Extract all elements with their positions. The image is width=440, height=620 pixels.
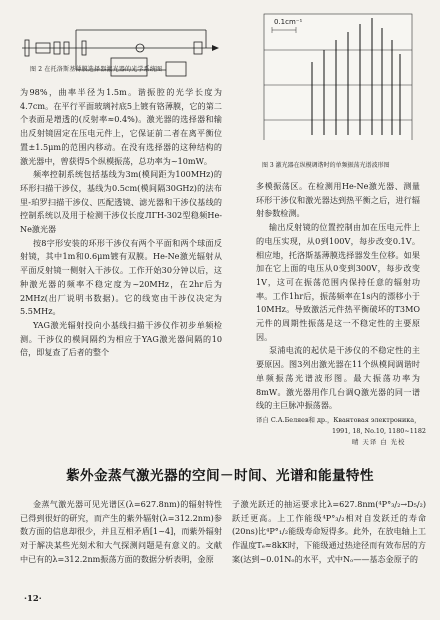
paragraph: 按8字形安装的环形干涉仪有两个平面和两个球面反射镜，其中1m和0.6μm镀有双膜。He-Ne激光辐射从平面反射镜一侧射入干涉仪。工作开始30分钟以后，这种激光器的频率不稳定度为~20MHz，在2hr后为2MHz(出厂说明书数据)。它的线宽由干涉仪决定为5.5MHz。	[20, 237, 222, 317]
reference-source: 译自 С.А.Беляев和 др.，Квантовая электроника，	[256, 416, 421, 424]
paragraph: 泵浦电流的起伏是干涉仪的不稳定性的主要原因。图3列出激光器在11个纵模间调谐时单频振荡光谱波形图。最大振荡功率为8mW。激光器用作几台调Q激光器的同一谱线的主巨脉冲振荡器。	[256, 345, 420, 411]
reference-publication: 1991, 18, No.10, 1180~1182	[332, 427, 426, 435]
article-title: 紫外金蒸气激光器的空间－时间、光谱和能量特性	[66, 468, 374, 484]
scale-label: 0.1cm⁻¹	[274, 18, 303, 26]
right-column-top	[256, 180, 420, 413]
figure-2-caption: 图 2 在托洛斯基薄膜选择器激光器的光学系统图	[30, 66, 163, 73]
paragraph: YAG激光辐射投向小基线扫描干涉仪作初步单频检测。干涉仪的模间隔约为相应于YAG激光器间隔的10倍，即复查了后者的整个	[20, 319, 222, 358]
paragraph: 子激光跃迁的抽运要求比λ=627.8nm(⁴P°₃/₂→D₅/₂)跃迁更高。上工作能级⁴P°₃/₂相对自发跃迁的寿命(20ns)比⁴P°₁/₂能级寿命短得多。此外，在放电轴上工作温度Tₑ≈8kK时，下能级通过热途径而有效布居的方案(达到~0.01Nₒ的水平，式中Nₒ——基态金原子的	[232, 499, 426, 564]
left-column-bottom	[20, 498, 222, 567]
beam-arrow	[212, 45, 219, 51]
right-column-bottom	[232, 498, 426, 567]
paragraph: 输出反射镜的位置控制由加在压电元件上的电压实现，从0到100V，每步改变0.1V。相应地，托洛斯基薄膜选择器发生位移。如果加在它上面的电压从0变到300V，每步改变1V，这可在振荡范围内保持任意的辐射功率。工作1hr后，振荡频率在1s内的漂移小于10MHz。导致激活元件热平衡破坏的T3MO元件的周期性振荡是这一不稳定性的主要原因。	[256, 222, 420, 342]
source-reference	[256, 415, 424, 448]
paragraph: 为98%，曲率半径为1.5m。谐振腔的光学长度为4.7cm。在平行平面玻璃衬底5上镀有铬薄膜，它的第二个表面是增透的(反射率≈0.4%)。激光器的选择器和输出反射镜固定在压电元件上，它保证前二者在离平衡位置±1.5μm的范围内移动。在没有选择器的这种结构的激光器中，曾获得5个纵模振荡，总功率为~10mW。	[20, 87, 222, 166]
left-column-top	[20, 86, 222, 360]
paragraph: 金蒸气激光器可见光谱区(λ=627.8nm)的辐射特性已得到很好的研究，而产生的紫外辐射(λ=312.2nm)参数方面的信息却很少，并且互相矛盾[1~4]，而紫外辐射对于解决某些光刻术和大气探测问题是有意义的。文献中已有的λ=312.2nm振荡方面的数据分析表明，金原	[20, 499, 222, 564]
paragraph: 多模振荡区。在检测用He-Ne激光器、测量环形干涉仪和激光器达到热平衡之后，进行辐射参数检测。	[256, 181, 420, 219]
figure-3-spectrum-plot	[254, 0, 420, 140]
reference-translator: 晴 天译 白 光校	[352, 438, 406, 446]
plot-frame	[264, 14, 412, 140]
paragraph: 频率控制系统包括基线为3m(模间距为100MHz)的环形扫描干涉仪，基线为0.5cm(模间隔30GHz)的法布里-珀罗扫描干涉仪、匹配透镜、滤光器和干涉仪基线的控制系统以及用于检测干涉仪长度ЛГН-302型稳频He-Ne激光器	[20, 169, 222, 235]
figure-3-caption: 图 3 激光器在纵模调谐时的单频振荡光谱波形图	[262, 162, 390, 169]
figure-2-optical-diagram	[16, 18, 230, 88]
page-number: ·12·	[24, 594, 42, 604]
